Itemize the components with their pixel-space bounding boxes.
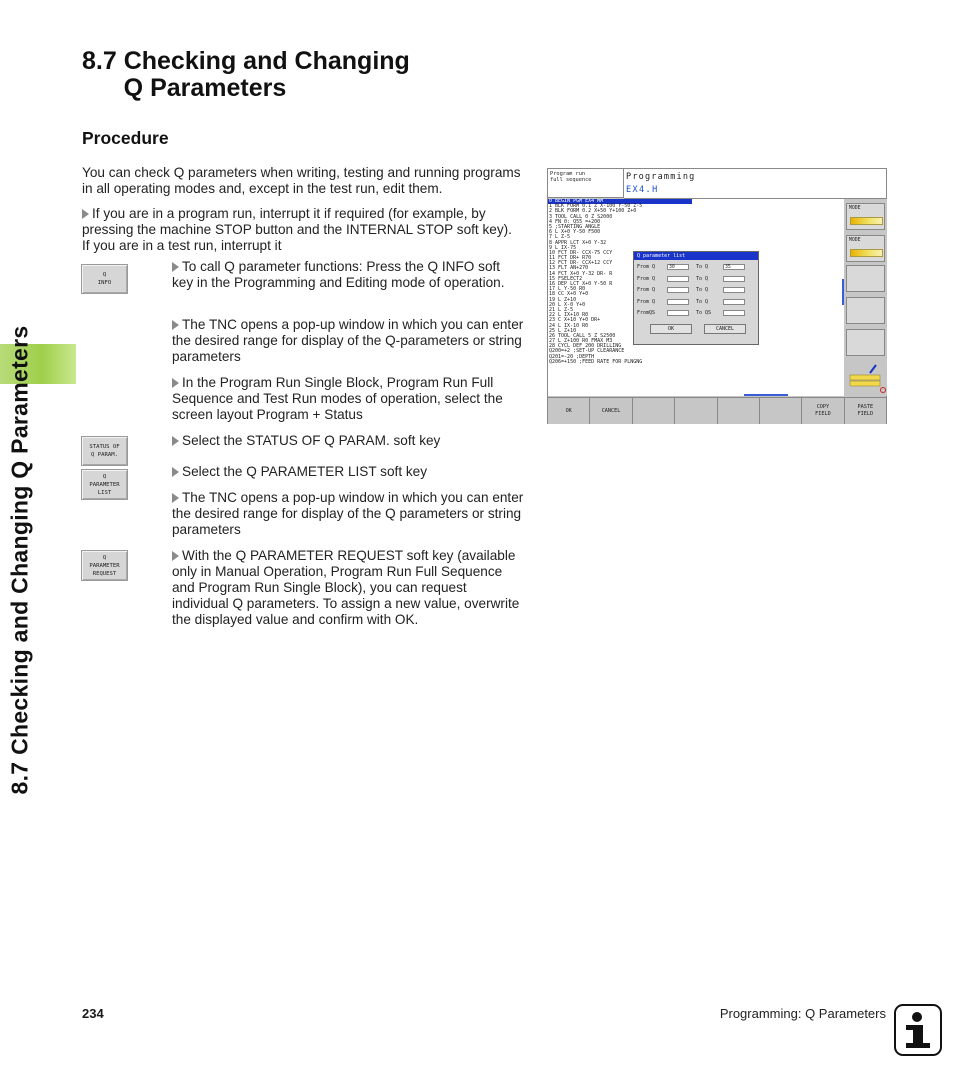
screen-mode-title: Programming: [626, 172, 696, 182]
screen-softkey-label: FIELD: [815, 411, 831, 417]
screen-side-softkeys: [845, 199, 887, 396]
step-call-q-info: [172, 259, 524, 291]
status-q-label-2: Q PARAM.: [91, 452, 118, 458]
screen-softkey-label: FIELD: [857, 411, 874, 417]
side-mode-label-2: MODE: [849, 238, 861, 243]
step-q-parameter-list: [172, 464, 524, 480]
program-line[interactable]: 17 L Y-50 R0: [549, 286, 586, 293]
q-parameter-request-softkey: [81, 550, 128, 581]
tnc-screenshot: [547, 168, 887, 424]
side-button-5[interactable]: [846, 329, 885, 356]
procedure-heading: Procedure: [82, 128, 169, 148]
screen-softkey[interactable]: [718, 398, 760, 424]
program-line[interactable]: 24 L IX-10 R0: [549, 322, 589, 329]
side-button-4[interactable]: [846, 297, 885, 324]
to-field[interactable]: [723, 276, 745, 282]
screen-machine-mode-line2: full sequence: [550, 177, 592, 183]
side-mode-label-1: MODE: [849, 206, 861, 211]
dialog-range-row: [637, 286, 757, 294]
program-line[interactable]: 25 L Z+10: [549, 327, 577, 334]
q-request-label-3: REQUEST: [92, 570, 117, 577]
screen-softkey-bar: [548, 397, 886, 424]
intro-paragraph: You can check Q parameters when writing, testing and running programs in all operating modes and, except in the test run, edit them.: [82, 165, 521, 196]
program-line[interactable]: 11 FCT DR+ R70: [549, 255, 592, 262]
program-line[interactable]: 8 APPR LCT X+0 Y-32: [549, 239, 607, 246]
bullet-interrupt: [82, 206, 522, 254]
step-arrow-icon: [172, 493, 179, 503]
to-label: To Q: [696, 298, 709, 305]
program-line[interactable]: 3 TOOL CALL 0 Z S2000: [549, 213, 613, 220]
q-info-label-2: INFO: [97, 280, 112, 286]
step-arrow-icon: [172, 378, 179, 388]
program-line[interactable]: 6 L X+0 Y-50 F500: [549, 229, 601, 236]
program-line[interactable]: 2 BLK FORM 0.2 X+50 Y+100 Z+0: [549, 208, 637, 215]
step-text: With the Q PARAMETER REQUEST soft key (available only in Manual Operation, Program Run Full Sequence and Program Run Single Block), you can request individual Q parameters. To assign a new value, overwrite the displayed value and confirm with OK.: [172, 548, 520, 627]
step-popup-window-2: [172, 490, 524, 538]
q-info-softkey: [81, 264, 128, 294]
program-line[interactable]: 10 FCT DR- CCX-75 CCY: [549, 249, 613, 256]
chapter-side-title-text: 8.7 Checking and Changing Q Parameters: [6, 325, 33, 795]
info-icon: [894, 1004, 942, 1056]
to-field[interactable]: [723, 287, 745, 293]
step-arrow-icon: [172, 467, 179, 477]
from-label: From Q: [637, 275, 656, 282]
program-line[interactable]: 4 FN 0: Q55 =+200: [549, 218, 601, 225]
dialog-range-row: [637, 275, 757, 283]
q-parameter-list-softkey: [81, 469, 128, 500]
program-line[interactable]: 1 BLK FORM 0.1 Z X-100 Y-50 Z-5: [549, 203, 643, 210]
bullet-interrupt-text: If you are in a program run, interrupt it if required (for example, by pressing the machine STOP button and the INTERNAL STOP soft key). If you are in a test run, interrupt it: [82, 206, 512, 253]
step-text: To call Q parameter functions: Press the Q INFO soft key in the Programming and Editing mode of operation.: [172, 259, 505, 290]
dialog-ok-button[interactable]: OK: [650, 324, 692, 334]
program-line[interactable]: 9 L IX-75: [549, 244, 577, 251]
from-field[interactable]: [667, 310, 689, 316]
step-text: Select the Q PARAMETER LIST soft key: [182, 464, 428, 479]
step-arrow-icon: [172, 262, 179, 272]
step-text: The TNC opens a pop-up window in which you can enter the desired range for display of the Q-parameters or string parameters: [172, 317, 524, 364]
dialog-range-row: [637, 298, 757, 306]
footer-chapter-title: Programming: Q Parameters: [719, 1006, 886, 1021]
from-label: FromQS: [637, 310, 656, 316]
to-field[interactable]: [723, 299, 745, 305]
q-parameter-list-dialog: [633, 251, 759, 345]
screen-softkey[interactable]: [760, 398, 802, 424]
status-q-label-1: STATUS OF: [89, 444, 120, 450]
program-line[interactable]: 7 L Z-5: [549, 234, 571, 241]
dialog-range-row: [637, 309, 757, 317]
step-popup-window: [172, 317, 524, 365]
side-mode-button-1[interactable]: [846, 203, 885, 230]
screen-softkey-label: COPY: [816, 404, 830, 410]
status-q-param-softkey: [81, 436, 128, 466]
program-line[interactable]: 23 C X+10 Y+0 DR+: [549, 317, 601, 324]
program-line[interactable]: 12 FCT DR- CCX+12 CCY: [549, 260, 613, 267]
program-line[interactable]: 14 FCT X+0 Y-32 DR- R: [549, 270, 613, 277]
step-text: In the Program Run Single Block, Program Run Full Sequence and Test Run modes of operation, select the screen layout Program + Status: [172, 375, 503, 422]
screen-softkey-label: PASTE: [857, 404, 874, 410]
program-line[interactable]: 21 L Z-5: [549, 306, 574, 313]
screen-softkey[interactable]: [802, 398, 844, 424]
from-field[interactable]: [667, 299, 689, 305]
screen-softkey[interactable]: [675, 398, 717, 424]
dialog-cancel-button[interactable]: CANCEL: [704, 324, 746, 334]
step-arrow-icon: [172, 436, 179, 446]
program-line[interactable]: 27 L Z+100 R0 FMAX M3: [549, 338, 613, 345]
step-q-parameter-request: [172, 548, 524, 628]
program-line[interactable]: 28 CYCL DEF 200 DRILLING: [549, 343, 622, 350]
program-line[interactable]: 16 DEP LCT X+0 Y-50 R: [549, 281, 613, 287]
q-request-label-1: Q: [102, 554, 107, 561]
program-line[interactable]: Q206=+150 ;FEED RATE FOR PLNGNG: [549, 358, 643, 365]
q-request-label-2: PARAMETER: [89, 562, 120, 569]
from-field[interactable]: [667, 276, 689, 282]
program-line[interactable]: 26 TOOL CALL 5 Z S2500: [549, 332, 616, 339]
to-field[interactable]: [723, 310, 745, 316]
side-status-area: [846, 361, 885, 393]
from-field[interactable]: [667, 287, 689, 293]
screen-machine-mode: [548, 169, 624, 198]
page-number: 234: [82, 1006, 104, 1021]
q-list-label-2: PARAMETER: [89, 481, 120, 488]
step-text: Select the STATUS OF Q PARAM. soft key: [182, 433, 441, 448]
to-label: To Q: [696, 287, 709, 293]
dialog-title: Q parameter list: [634, 252, 758, 260]
mode-gauge-icon: [850, 249, 883, 257]
screen-softkey[interactable]: [548, 398, 590, 424]
step-status-q-param: [172, 433, 524, 449]
scroll-marker: [744, 394, 788, 396]
cursor-marker: [842, 279, 844, 305]
program-line[interactable]: 22 L IX+10 R0: [549, 312, 589, 319]
program-line[interactable]: 5 ;STARTING ANGLE: [549, 223, 601, 230]
from-label: From Q: [637, 287, 656, 293]
screen-softkey[interactable]: [845, 398, 886, 424]
program-line[interactable]: 19 L Z+10: [549, 296, 577, 303]
program-line[interactable]: Q200=+2 ;SET-UP CLEARANCE: [549, 348, 625, 355]
section-title: 8.7 Checking and Changing Q Parameters: [82, 47, 410, 102]
screen-softkey[interactable]: [633, 398, 675, 424]
screen-softkey-label: CANCEL: [601, 407, 621, 414]
step-arrow-icon: [172, 320, 179, 330]
bullet-arrow-icon: [82, 209, 89, 219]
screen-softkey[interactable]: [590, 398, 632, 424]
program-line[interactable]: 0 BEGIN PGM EX4 MM: [548, 199, 692, 204]
q-list-label-3: LIST: [97, 489, 112, 496]
step-screen-layout: [172, 375, 524, 423]
side-button-3[interactable]: [846, 265, 885, 292]
program-line[interactable]: 15 FSELECT2: [549, 275, 583, 282]
dialog-range-row: [637, 263, 757, 271]
screen-header: [624, 169, 886, 199]
mode-gauge-icon: [850, 217, 883, 225]
to-label: To QS: [696, 310, 712, 316]
screen-file-name: EX4.H: [626, 185, 659, 195]
program-line[interactable]: 18 CC X+0 Y+0: [549, 291, 589, 298]
step-arrow-icon: [172, 551, 179, 561]
screen-softkey-label: OK: [565, 407, 572, 414]
from-field[interactable]: 30: [667, 264, 689, 270]
q-info-label-1: Q: [102, 272, 107, 278]
from-label: From Q: [637, 298, 656, 305]
program-line[interactable]: 13 FLT AN+270: [549, 265, 589, 272]
to-label: To Q: [696, 275, 709, 282]
step-text: The TNC opens a pop-up window in which you can enter the desired range for display of the Q parameters or string parameters: [172, 490, 524, 537]
to-field[interactable]: 35: [723, 264, 745, 270]
side-mode-button-2[interactable]: [846, 235, 885, 262]
program-line[interactable]: 20 L X-0 Y+0: [549, 301, 586, 308]
tool-icon: [848, 363, 887, 393]
from-label: From Q: [637, 264, 656, 270]
q-list-label-1: Q: [102, 473, 107, 480]
to-label: To Q: [696, 264, 709, 270]
program-line[interactable]: Q201=-20 ;DEPTH: [549, 353, 595, 360]
screen-machine-mode-line1: Program run: [550, 171, 586, 177]
